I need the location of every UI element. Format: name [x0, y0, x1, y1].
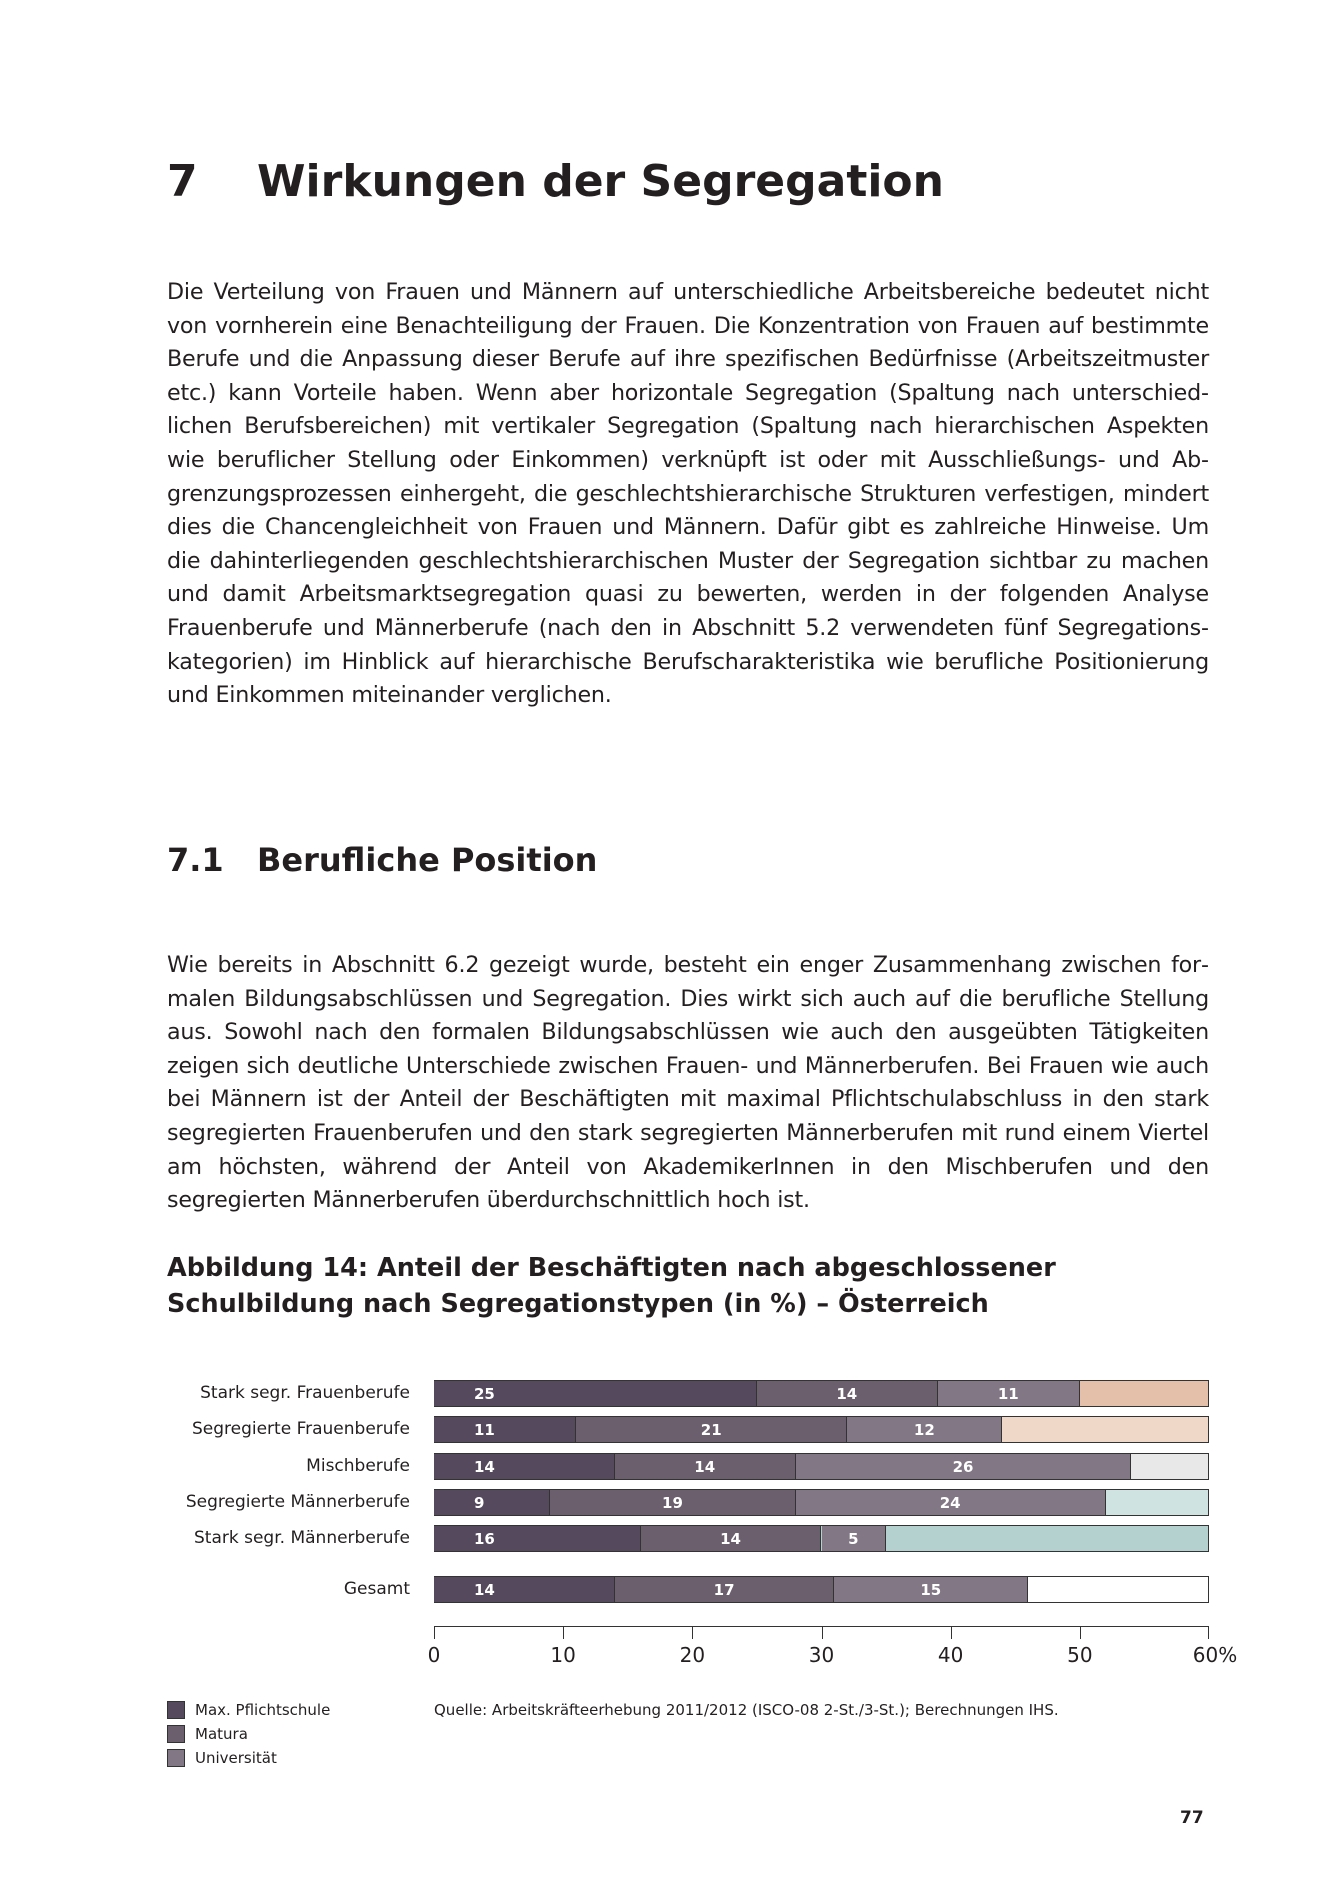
legend-item [167, 1749, 277, 1767]
page-number: 77 [1180, 1808, 1204, 1828]
bar-segment: 14 [434, 1454, 615, 1479]
legend-swatch [167, 1725, 185, 1743]
section-number: 7.1 [167, 841, 224, 879]
chapter-number: 7 [167, 156, 198, 207]
section-title: Berufliche Position [257, 841, 598, 879]
legend-swatch [167, 1749, 185, 1767]
bar-segment: 14 [434, 1577, 615, 1602]
chapter-title: Wirkungen der Segregation [257, 156, 944, 207]
bar-segment: 14 [641, 1526, 822, 1551]
legend-label: Universität [195, 1749, 277, 1767]
category-label: Gesamt [343, 1579, 410, 1599]
x-tick-label: 10 [550, 1643, 576, 1667]
paragraph-1: Die Verteilung von Frauen und Männern auf unterschiedliche Arbeitsbereiche bedeutet nicht von vornherein eine Benachteiligung der Frauen. Die Konzentration von Frauen auf bestimmte Berufe und die Anpassung dieser Berufe auf ihre spezifischen Bedürfnisse (Arbeitszeitmuster etc.) kann Vorteile haben. Wenn aber horizontale Segregation (Spaltung nach unterschiedlichen Berufsbereichen) mit vertikaler Segregation (Spaltung nach hierarchischen Aspekten wie beruflicher Stellung oder Einkommen) verknüpft ist oder mit Ausschließungs- und Abgrenzungsprozessen einhergeht, die geschlechtshierarchische Strukturen verfestigen, mindert dies die Chancengleichheit von Frauen und Männern. Dafür gibt es zahlreiche Hinweise. Um die dahinterliegenden geschlechtshierarchischen Muster der Segregation sichtbar zu machen und damit Arbeitsmarktsegregation quasi zu bewerten, werden in der folgenden Analyse Frauenberufe und Männerberufe (nach den in Abschnitt 5.2 verwendeten fünf Segregationskategorien) im Hinblick auf hierarchische Berufscharakteristika wie berufliche Positionierung und Einkommen miteinander verglichen. [167, 279, 1209, 709]
category-label: Mischberufe [306, 1456, 410, 1476]
x-tick [692, 1626, 693, 1639]
bar-row [434, 1380, 1209, 1407]
bar-segment: 12 [847, 1417, 1002, 1442]
legend-swatch [167, 1701, 185, 1719]
x-tick [951, 1626, 952, 1639]
bar-row [434, 1453, 1209, 1480]
bar-row [434, 1416, 1209, 1443]
bar-segment: 19 [550, 1490, 795, 1515]
x-tick-label: 0 [427, 1643, 441, 1667]
category-label: Stark segr. Frauenberufe [200, 1383, 410, 1403]
bar-segment: 11 [434, 1417, 576, 1442]
bar-segment: 24 [796, 1490, 1106, 1515]
x-tick-label: 60% [1192, 1643, 1238, 1667]
legend-label: Matura [195, 1725, 248, 1743]
section-heading [167, 841, 597, 879]
category-label: Stark segr. Männerberufe [194, 1528, 410, 1548]
category-label: Segregierte Frauenberufe [191, 1419, 410, 1439]
x-tick [1080, 1626, 1081, 1639]
bar-segment: 9 [434, 1490, 550, 1515]
x-tick [1208, 1626, 1209, 1639]
bar-segment: 25 [434, 1381, 757, 1406]
bar-segment: 15 [834, 1577, 1028, 1602]
figure-caption: Abbildung 14: Anteil der Beschäftigten nach abgeschlossener Schulbildung nach Segregationstypen (in %) – Österreich [167, 1253, 1056, 1319]
bar-row [434, 1576, 1209, 1603]
bar-segment: 14 [757, 1381, 938, 1406]
x-tick-label: 30 [808, 1643, 835, 1667]
bar-segment: 21 [576, 1417, 847, 1442]
bar-segment: 14 [615, 1454, 796, 1479]
bar-segment: 17 [615, 1577, 835, 1602]
paragraph-2: Wie bereits in Abschnitt 6.2 gezeigt wurde, besteht ein enger Zusammenhang zwischen formalen Bildungsabschlüssen und Segregation. Dies wirkt sich auch auf die berufliche Stellung aus. Sowohl nach den formalen Bildungsabschlüssen wie auch den ausgeübten Tätigkeiten zeigen sich deutliche Unterschiede zwischen Frauen- und Männerberufen. Bei Frauen wie auch bei Männern ist der Anteil der Beschäftigten mit maximal Pflichtschulabschluss in den stark segregierten Frauenberufen und den stark segregierten Männerberufen mit rund einem Viertel am höchsten, während der Anteil von AkademikerInnen in den Mischberufen und den segregierten Männerberufen überdurchschnittlich hoch ist. [167, 952, 1209, 1214]
legend-item [167, 1725, 248, 1743]
bar-row [434, 1489, 1209, 1516]
category-label: Segregierte Männerberufe [185, 1492, 410, 1512]
chapter-heading [167, 156, 944, 207]
bar-segment: 5 [822, 1526, 887, 1551]
x-tick [563, 1626, 564, 1639]
legend-item [167, 1701, 330, 1719]
x-tick [822, 1626, 823, 1639]
chart-source: Quelle: Arbeitskräfteerhebung 2011/2012 (ISCO-08 2-St./3-St.); Berechnungen IHS. [434, 1701, 1059, 1719]
bar-segment: 26 [796, 1454, 1132, 1479]
x-tick-label: 40 [937, 1643, 964, 1667]
x-tick-label: 50 [1067, 1643, 1093, 1667]
bar-segment: 16 [434, 1526, 641, 1551]
bar-row [434, 1525, 1209, 1552]
bar-segment: 11 [938, 1381, 1080, 1406]
x-tick-label: 20 [679, 1643, 706, 1667]
x-axis-line [434, 1626, 1209, 1627]
legend-label: Max. Pflichtschule [195, 1701, 331, 1719]
x-tick [434, 1626, 435, 1639]
